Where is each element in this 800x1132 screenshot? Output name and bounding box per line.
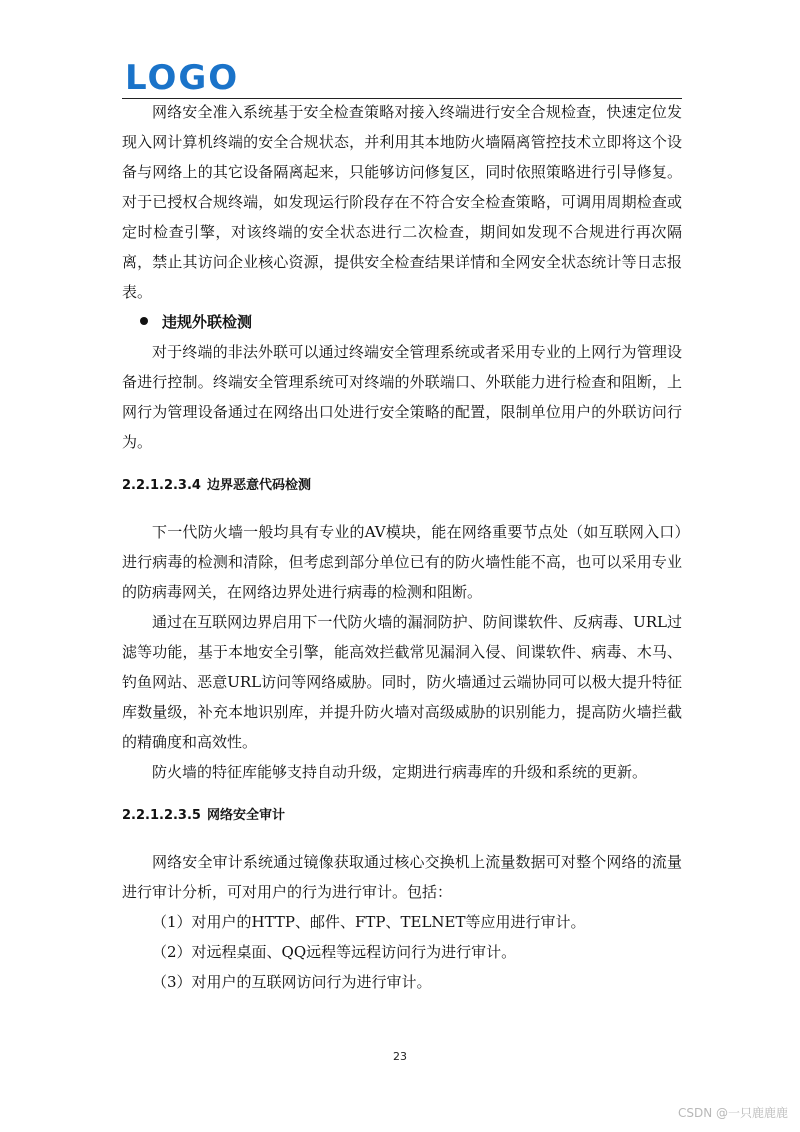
section-heading-audit [122, 801, 682, 831]
bullet-dot-icon [140, 317, 148, 325]
paragraph-signature-update: 防火墙的特征库能够支持自动升级，定期进行病毒库的升级和系统的更新。 [152, 763, 648, 781]
watermark: CSDN @一只鹿鹿鹿 [677, 1106, 788, 1120]
paragraph-audit-system: 网络安全审计系统通过镜像获取通过核心交换机上流量数据可对整个网络的流量进行审计分析，可对用户的行为进行审计。包括： [122, 853, 682, 901]
paragraph-external-connection: 对于终端的非法外联可以通过终端安全管理系统或者采用专业的上网行为管理设备进行控制。终端安全管理系统可对终端的外联端口、外联能力进行检查和阻断，上网行为管理设备通过在网络出口处进行安全策略的配置，限制单位用户的外联访问行为。 [122, 343, 682, 451]
list-item: （3）对用户的互联网访问行为进行审计。 [152, 973, 432, 991]
section-title: 边界恶意代码检测 [207, 478, 312, 493]
page-number: 23 [393, 1050, 407, 1063]
section-number: 2.2.1.2.3.4 [122, 478, 201, 493]
bullet-heading-external-connection [122, 307, 682, 337]
paragraph-firewall-features: 通过在互联网边界启用下一代防火墙的漏洞防护、防间谍软件、反病毒、URL过滤等功能，基于本地安全引擎，能高效拦截常见漏洞入侵、间谍软件、病毒、木马、钓鱼网站、恶意URL访问等网络威胁。同时，防火墙通过云端协同可以极大提升特征库数量级，补充本地识别库，并提升防火墙对高级威胁的识别能力，提高防火墙拦截的精确度和高效性。 [122, 613, 682, 751]
paragraph-av-module: 下一代防火墙一般均具有专业的AV模块，能在网络重要节点处（如互联网入口）进行病毒的检测和清除，但考虑到部分单位已有的防火墙性能不高，也可以采用专业的防病毒网关，在网络边界处进行病毒的检测和阻断。 [122, 523, 682, 601]
paragraph-access-control: 网络安全准入系统基于安全检查策略对接入终端进行安全合规检查，快速定位发现入网计算机终端的安全合规状态，并利用其本地防火墙隔离管控技术立即将这个设备与网络上的其它设备隔离起来，只能够访问修复区，同时依照策略进行引导修复。对于已授权合规终端，如发现运行阶段存在不符合安全检查策略，可调用周期检查或定时检查引擎，对该终端的安全状态进行二次检查，期间如发现不合规进行再次隔离，禁止其访问企业核心资源，提供安全检查结果详情和全网安全状态统计等日志报表。 [122, 103, 682, 301]
list-item: （1）对用户的HTTP、邮件、FTP、TELNET等应用进行审计。 [152, 913, 586, 931]
bullet-heading-label: 违规外联检测 [162, 313, 253, 331]
section-number: 2.2.1.2.3.5 [122, 808, 201, 823]
logo: LOGO [125, 58, 240, 98]
list-item: （2）对远程桌面、QQ远程等远程访问行为进行审计。 [152, 943, 517, 961]
section-heading-malware [122, 471, 682, 501]
document-body [122, 97, 682, 997]
section-title: 网络安全审计 [207, 808, 286, 823]
